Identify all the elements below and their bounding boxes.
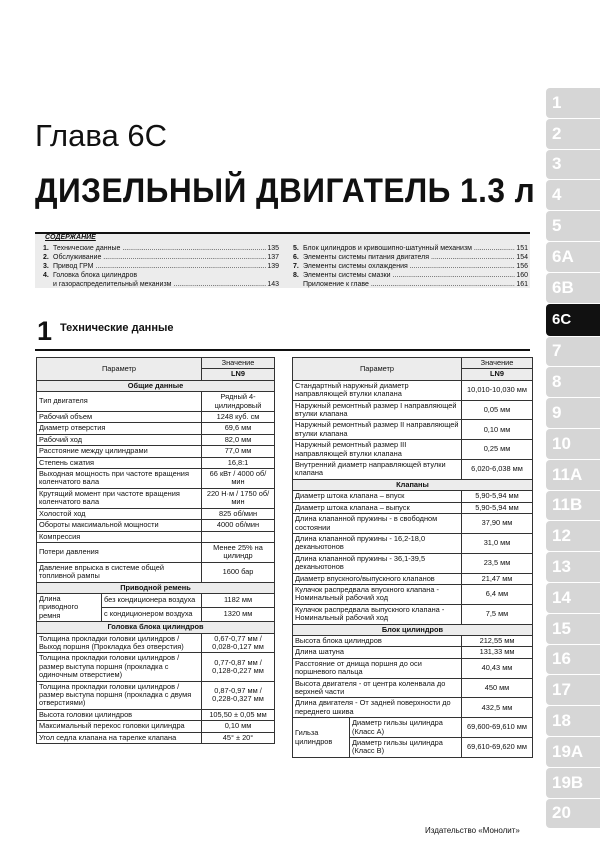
- group-title: Общие данные: [37, 380, 275, 391]
- table-row: [293, 514, 533, 534]
- param-cell: Расстояние от днища поршня до оси поршневого пальца: [293, 658, 462, 678]
- chapter-tab-8[interactable]: 8: [546, 367, 600, 397]
- param-cell: Наружный ремонтный размер II направляющей втулки клапана: [293, 420, 462, 440]
- chapter-tab-17[interactable]: 17: [546, 675, 600, 705]
- toc-item-page: 151: [516, 245, 528, 252]
- param-cell: Высота головки цилиндров: [37, 709, 202, 720]
- table-header-row: [293, 358, 533, 369]
- chapter-tab-16[interactable]: 16: [546, 645, 600, 675]
- table-row: [37, 457, 275, 468]
- param-cell: Потери давления: [37, 542, 202, 562]
- table-row: [37, 520, 275, 531]
- toc-item-number: 3.: [43, 263, 49, 270]
- value-cell: 10,010-10,030 мм: [462, 380, 533, 400]
- param-cell: Расстояние между цилиндрами: [37, 446, 202, 457]
- value-cell: 432,5 мм: [462, 698, 533, 718]
- chapter-tabs: [546, 88, 600, 829]
- value-cell: 4000 об/мин: [202, 520, 275, 531]
- table-row: [37, 593, 275, 607]
- toc-item: [43, 280, 279, 289]
- param-cell: Внутренний диаметр направляющей втулки клапана: [293, 460, 462, 480]
- table-row: [37, 633, 275, 653]
- toc-item-number: 8.: [293, 272, 299, 279]
- toc-item: [43, 271, 279, 280]
- table-row: [37, 721, 275, 732]
- param-cell: Степень сжатия: [37, 457, 202, 468]
- value-cell: 105,50 ± 0,05 мм: [202, 709, 275, 720]
- chapter-label: Глава 6С: [35, 118, 167, 153]
- spec-table-right: [292, 357, 533, 758]
- param-cell: Обороты максимальной мощности: [37, 520, 202, 531]
- toc-heading: СОДЕРЖАНИЕ: [45, 234, 96, 241]
- param-cell: Рабочий объем: [37, 412, 202, 423]
- value-cell: 0,87-0,97 мм / 0,228-0,327 мм: [202, 681, 275, 709]
- value-header: Значение: [462, 358, 533, 369]
- value-cell: 450 мм: [462, 678, 533, 698]
- value-cell: 0,25 мм: [462, 440, 533, 460]
- value-cell: 31,0 мм: [462, 533, 533, 553]
- table-row: [37, 562, 275, 582]
- param-cell: Длина клапанной пружины - 36,1-39,5 деканьютонов: [293, 553, 462, 573]
- chapter-tab-19а[interactable]: 19А: [546, 737, 600, 767]
- table-row: [37, 709, 275, 720]
- toc-item-page: 139: [267, 263, 279, 270]
- value-cell: 1182 мм: [202, 593, 275, 607]
- table-row: [293, 635, 533, 646]
- table-row: [293, 647, 533, 658]
- value-cell: 5,90-5,94 мм: [462, 502, 533, 513]
- value-cell: 23,5 мм: [462, 553, 533, 573]
- toc-item-number: [43, 280, 53, 289]
- table-row: [37, 488, 275, 508]
- chapter-tab-5[interactable]: 5: [546, 211, 600, 241]
- subparam-cell: Диаметр гильзы цилиндра (Класс А): [350, 718, 462, 738]
- toc-item-text: Элементы системы смазки .....: [303, 271, 515, 280]
- toc-item-page: 137: [267, 254, 279, 261]
- chapter-tab-11а[interactable]: 11А: [546, 460, 600, 490]
- chapter-tab-6в[interactable]: 6В: [546, 273, 600, 303]
- toc-item-text: Головка блока цилиндров: [53, 272, 138, 279]
- group-title: Головка блока цилиндров: [37, 622, 275, 633]
- value-cell: 212,55 мм: [462, 635, 533, 646]
- toc-column-left: [43, 244, 279, 289]
- toc-item-number: [293, 280, 303, 289]
- table-row: [293, 440, 533, 460]
- param-cell: Наружный ремонтный размер III направляющей втулки клапана: [293, 440, 462, 460]
- table-of-contents: [35, 232, 530, 288]
- table-row: [37, 412, 275, 423]
- param-header: Параметр: [293, 358, 462, 381]
- table-row: [293, 420, 533, 440]
- toc-item-number: 2.: [43, 254, 49, 261]
- param-cell: Длина двигателя - От задней поверхности до переднего шкива: [293, 698, 462, 718]
- value-cell: 1248 куб. см: [202, 412, 275, 423]
- table-row: [293, 502, 533, 513]
- value-cell: 1320 мм: [202, 608, 275, 622]
- chapter-tab-6с[interactable]: 6С: [546, 304, 600, 336]
- group-row: [293, 479, 533, 490]
- toc-item-page: [278, 271, 279, 280]
- chapter-tab-20[interactable]: 20: [546, 799, 600, 829]
- param-cell: Максимальный перекос головки цилиндра: [37, 721, 202, 732]
- param-cell: Выходная мощность при частоте вращения коленчатого вала: [37, 469, 202, 489]
- param-cell: Длина клапанной пружины - в свободном состоянии: [293, 514, 462, 534]
- value-cell: 825 об/мин: [202, 508, 275, 519]
- spec-table-left: [36, 357, 275, 744]
- value-cell: [202, 531, 275, 542]
- value-cell: 21,47 мм: [462, 573, 533, 584]
- value-cell: 6,4 мм: [462, 584, 533, 604]
- toc-item-page: 135: [267, 245, 279, 252]
- chapter-tab-13[interactable]: 13: [546, 552, 600, 582]
- toc-item-text: Технические данные .....: [53, 244, 266, 253]
- group-title: Блок цилиндров: [293, 624, 533, 635]
- toc-item-text: и газораспределительный механизм .....: [53, 280, 266, 289]
- toc-item-text: Элементы системы охлаждения .....: [303, 262, 515, 271]
- publisher-credit: Издательство «Монолит»: [425, 826, 520, 835]
- param-cell: Тип двигателя: [37, 392, 202, 412]
- toc-item: [43, 262, 279, 271]
- group-row: [37, 380, 275, 391]
- table-row: [293, 698, 533, 718]
- chapter-tab-14[interactable]: 14: [546, 583, 600, 613]
- table-row: [37, 423, 275, 434]
- toc-item-text: Блок цилиндров и кривошипно-шатунный механизм .....: [303, 244, 515, 253]
- table-row: [293, 553, 533, 573]
- chapter-tab-6а[interactable]: 6А: [546, 242, 600, 272]
- section-divider: [35, 349, 530, 351]
- value-cell: 37,90 мм: [462, 514, 533, 534]
- value-cell: 69,600-69,610 мм: [462, 718, 533, 738]
- chapter-tab-2[interactable]: 2: [546, 119, 600, 149]
- toc-item-text: Приложение к главе .....: [303, 280, 515, 289]
- toc-item-text: Привод ГРМ .....: [53, 262, 266, 271]
- toc-item-number: 1.: [43, 245, 49, 252]
- chapter-tab-4[interactable]: 4: [546, 180, 600, 210]
- param-cell: Компрессия: [37, 531, 202, 542]
- toc-item: [293, 244, 528, 253]
- table-row: [37, 653, 275, 681]
- toc-item-page: 143: [267, 281, 279, 288]
- merged-param-cell: Длина приводного ремня: [37, 593, 102, 621]
- toc-item-text: Обслуживание .....: [53, 253, 266, 262]
- toc-item: [293, 262, 528, 271]
- toc-item: [293, 271, 528, 280]
- table-row: [37, 732, 275, 743]
- table-row: [37, 681, 275, 709]
- table-row: [293, 604, 533, 624]
- param-cell: Давление впрыска в системе общей топливной рампы: [37, 562, 202, 582]
- value-cell: 0,10 мм: [202, 721, 275, 732]
- group-title: Приводной ремень: [37, 582, 275, 593]
- table-row: [37, 469, 275, 489]
- value-cell: 69,6 мм: [202, 423, 275, 434]
- param-header: Параметр: [37, 358, 202, 381]
- param-cell: Диаметр впускного/выпускного клапанов: [293, 573, 462, 584]
- table-header-row: [37, 358, 275, 369]
- param-cell: Толщина прокладки головки цилиндров / размер выступа поршня (прокладка с двумя отверстиями): [37, 681, 202, 709]
- chapter-tab-19в[interactable]: 19В: [546, 768, 600, 798]
- table-row: [293, 400, 533, 420]
- table-row: [37, 542, 275, 562]
- param-cell: Высота блока цилиндров: [293, 635, 462, 646]
- param-cell: Кулачок распредвала выпускного клапана - Номинальный рабочий ход: [293, 604, 462, 624]
- param-cell: Длина клапанной пружины - 16,2-18,0 деканьютонов: [293, 533, 462, 553]
- chapter-tab-11в[interactable]: 11В: [546, 491, 600, 521]
- table-row: [293, 584, 533, 604]
- chapter-tab-7[interactable]: 7: [546, 337, 600, 367]
- chapter-tab-3[interactable]: 3: [546, 150, 600, 180]
- value-cell: 82,0 мм: [202, 434, 275, 445]
- chapter-tab-12[interactable]: 12: [546, 521, 600, 551]
- chapter-tab-18[interactable]: 18: [546, 706, 600, 736]
- toc-item: [43, 244, 279, 253]
- value-cell: 69,610-69,620 мм: [462, 738, 533, 758]
- param-cell: Диаметр отверстия: [37, 423, 202, 434]
- param-cell: Холостой ход: [37, 508, 202, 519]
- toc-item-number: 4.: [43, 272, 49, 279]
- chapter-tab-10[interactable]: 10: [546, 429, 600, 459]
- param-cell: Высота двигателя - от центра коленвала до верхней части: [293, 678, 462, 698]
- section-number: 1: [37, 316, 53, 346]
- toc-column-right: [293, 244, 528, 289]
- toc-item-page: 161: [516, 281, 528, 288]
- table-row: [37, 434, 275, 445]
- toc-item-number: 5.: [293, 245, 299, 252]
- group-title: Клапаны: [293, 479, 533, 490]
- group-row: [293, 624, 533, 635]
- group-row: [37, 582, 275, 593]
- table-row: [37, 508, 275, 519]
- chapter-tab-15[interactable]: 15: [546, 614, 600, 644]
- subparam-cell: с кондиционером воздуха: [102, 608, 202, 622]
- subparam-cell: без кондиционера воздуха: [102, 593, 202, 607]
- toc-item-page: 154: [516, 254, 528, 261]
- table-row: [293, 718, 533, 738]
- model-header: LN9: [462, 369, 533, 380]
- subparam-cell: Диаметр гильзы цилиндра (Класс В): [350, 738, 462, 758]
- toc-item-page: 160: [516, 272, 528, 279]
- value-cell: 0,05 мм: [462, 400, 533, 420]
- section-title: Технические данные: [60, 322, 174, 334]
- toc-item-number: 6.: [293, 254, 299, 261]
- value-cell: 66 кВт / 4000 об/мин: [202, 469, 275, 489]
- param-cell: Диаметр штока клапана – впуск: [293, 491, 462, 502]
- toc-item: [293, 253, 528, 262]
- table-row: [293, 678, 533, 698]
- chapter-tab-9[interactable]: 9: [546, 398, 600, 428]
- param-cell: Угол седла клапана на тарелке клапана: [37, 732, 202, 743]
- model-header: LN9: [202, 369, 275, 380]
- value-cell: 220 Н·м / 1750 об/мин: [202, 488, 275, 508]
- param-cell: Стандартный наружный диаметр направляющей втулки клапана: [293, 380, 462, 400]
- param-cell: Кулачок распредвала впускного клапана - Номинальный рабочий ход: [293, 584, 462, 604]
- table-row: [37, 392, 275, 412]
- table-row: [293, 380, 533, 400]
- table-row: [293, 460, 533, 480]
- param-cell: Длина шатуна: [293, 647, 462, 658]
- value-cell: 131,33 мм: [462, 647, 533, 658]
- table-row: [293, 533, 533, 553]
- value-cell: 7,5 мм: [462, 604, 533, 624]
- table-row: [293, 491, 533, 502]
- table-row: [293, 658, 533, 678]
- page-title: ДИЗЕЛЬНЫЙ ДВИГАТЕЛЬ 1.3 л: [35, 172, 536, 210]
- value-cell: 77,0 мм: [202, 446, 275, 457]
- toc-item-number: 7.: [293, 263, 299, 270]
- value-cell: 45° ± 20°: [202, 732, 275, 743]
- table-row: [37, 446, 275, 457]
- toc-item: [293, 280, 528, 289]
- toc-item-page: 156: [516, 263, 528, 270]
- value-cell: 40,43 мм: [462, 658, 533, 678]
- toc-item-text: Элементы системы питания двигателя .....: [303, 253, 515, 262]
- toc-item: [43, 253, 279, 262]
- param-cell: Рабочий ход: [37, 434, 202, 445]
- value-cell: 0,10 мм: [462, 420, 533, 440]
- param-cell: Крутящий момент при частоте вращения коленчатого вала: [37, 488, 202, 508]
- table-row: [293, 573, 533, 584]
- param-cell: Наружный ремонтный размер I направляющей втулки клапана: [293, 400, 462, 420]
- table-row: [37, 531, 275, 542]
- value-cell: Менее 25% на цилиндр: [202, 542, 275, 562]
- value-cell: 0,67-0,77 мм / 0,028-0,127 мм: [202, 633, 275, 653]
- value-cell: 5,90-5,94 мм: [462, 491, 533, 502]
- value-cell: 16,8:1: [202, 457, 275, 468]
- param-cell: Толщина прокладки головки цилиндров / Выход поршня (Прокладка без отверстия): [37, 633, 202, 653]
- value-cell: Рядный 4-цилиндровый: [202, 392, 275, 412]
- merged-param-cell: Гильза цилиндров: [293, 718, 350, 758]
- group-row: [37, 622, 275, 633]
- value-header: Значение: [202, 358, 275, 369]
- chapter-tab-1[interactable]: 1: [546, 88, 600, 118]
- value-cell: 1600 бар: [202, 562, 275, 582]
- param-cell: Толщина прокладки головки цилиндров / размер выступа поршня (прокладка с одиночным отверстием): [37, 653, 202, 681]
- value-cell: 6,020-6,038 мм: [462, 460, 533, 480]
- param-cell: Диаметр штока клапана – выпуск: [293, 502, 462, 513]
- value-cell: 0,77-0,87 мм / 0,128-0,227 мм: [202, 653, 275, 681]
